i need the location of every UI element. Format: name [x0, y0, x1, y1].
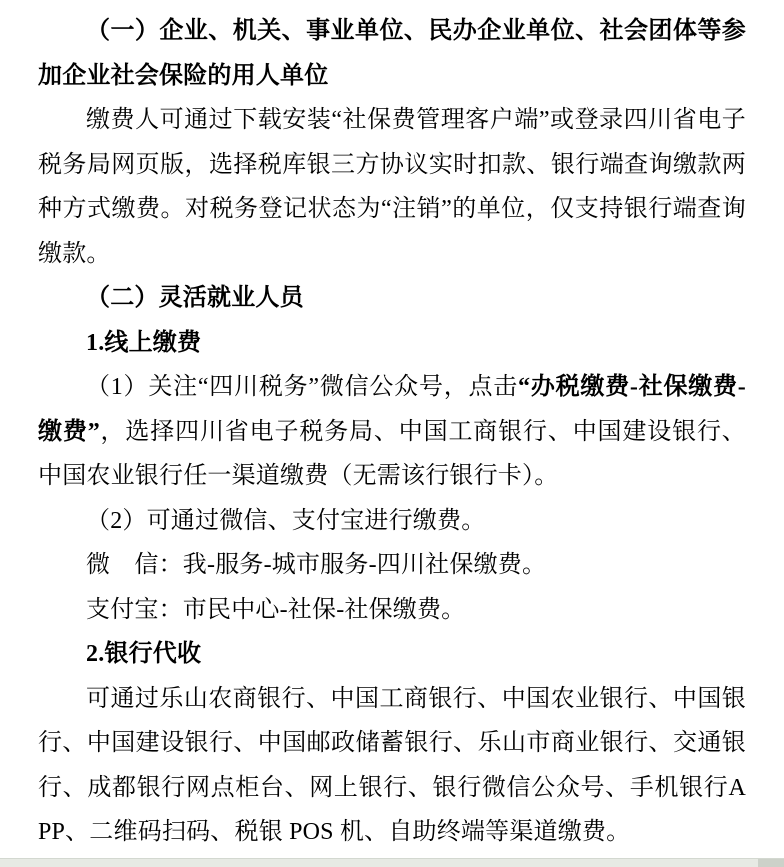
scrollbar-corner[interactable]: [758, 859, 784, 867]
paragraph-wechat-path: 微 信：我-服务-城市服务-四川社保缴费。: [86, 552, 547, 578]
horizontal-scrollbar-track[interactable]: [0, 858, 784, 867]
section-heading-flexible-employment: （二）灵活就业人员: [86, 285, 304, 311]
paragraph-wechat-alipay: （2）可通过微信、支付宝进行缴费。: [86, 507, 486, 534]
paragraph-bank-channels: 可通过乐山农商银行、中国工商银行、中国农业银行、中国银行、中国建设银行、中国邮政储蓄银行、乐山市商业银行、交通银行、成都银行网点柜台、网上银行、银行微信公众号、手机银行APP、二维码扫码、税银 POS 机、自助终端等渠道缴费。: [38, 685, 746, 845]
paragraph-segment: ，选择四川省电子税务局、中国工商银行、中国建设银行、中国农业银行任一渠道缴费（无需该行银行卡）。: [38, 418, 746, 489]
paragraph-wechat-official-account: [38, 365, 746, 499]
paragraph-segment: （1）关注“四川税务”微信公众号，点击: [86, 374, 519, 400]
paragraph-employer-payment-methods: 缴费人可通过下载安装“社保费管理客户端”或登录四川省电子税务局网页版，选择税库银三方协议实时扣款、银行端查询缴款两种方式缴费。对税务登记状态为“注销”的单位，仅支持银行端查询缴款。: [38, 107, 746, 267]
paragraph-alipay-path: 支付宝：市民中心-社保-社保缴费。: [86, 596, 466, 623]
subsection-heading-online-payment: 1.线上缴费: [86, 329, 202, 356]
subsection-heading-bank-collection: 2.银行代收: [86, 641, 202, 667]
paragraph-segment-bold-menu-path: “办税缴费-社保缴费-缴费”: [38, 374, 746, 445]
section-heading-employers: （一）企业、机关、事业单位、民办企业单位、社会团体等参加企业社会保险的用人单位: [38, 18, 746, 89]
